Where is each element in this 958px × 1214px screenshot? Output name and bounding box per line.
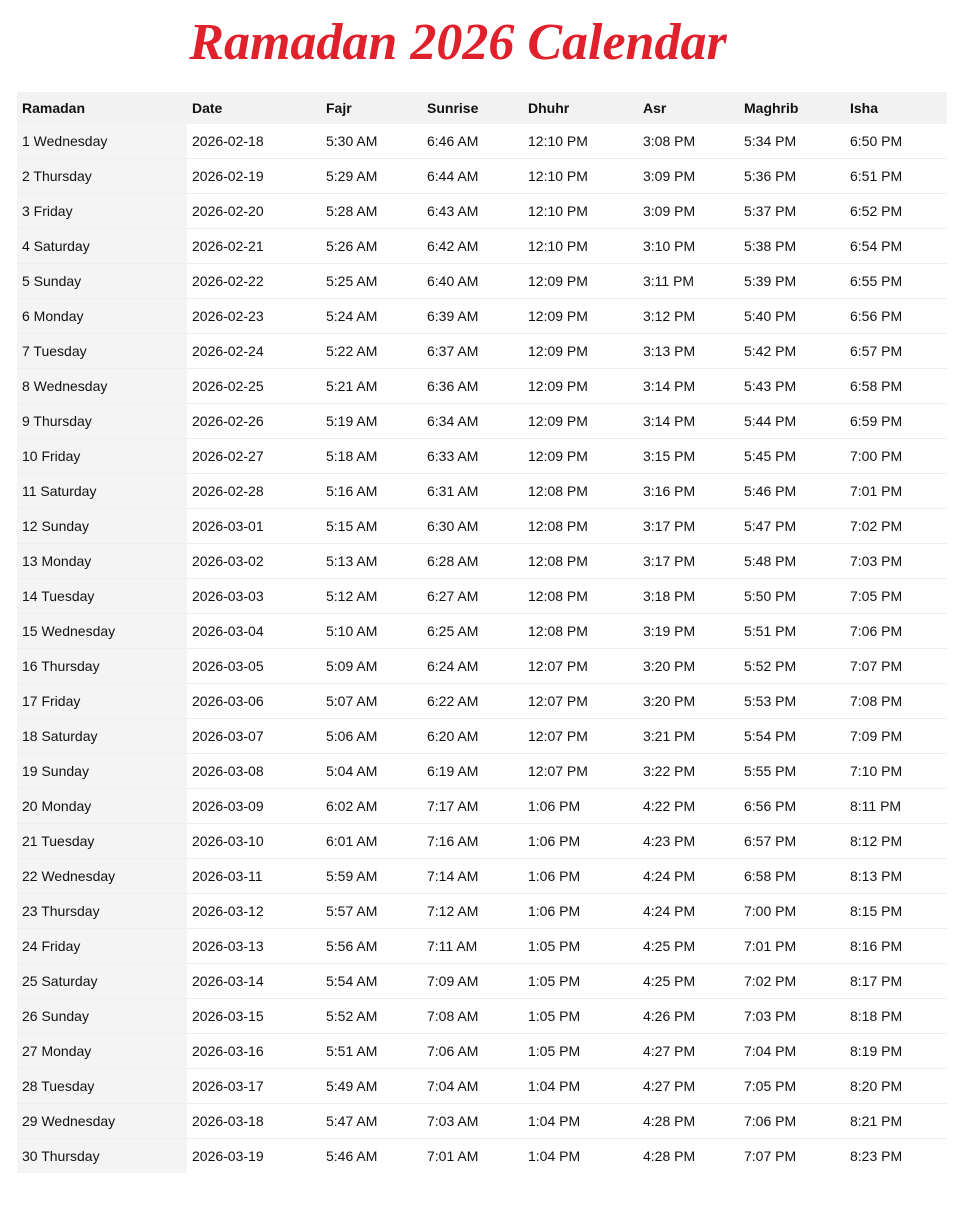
asr-cell: 4:28 PM [638,1104,739,1139]
dhuhr-cell: 12:09 PM [523,264,638,299]
dhuhr-cell: 12:10 PM [528,133,588,149]
dhuhr-cell: 1:04 PM [523,1139,638,1174]
header-row [17,92,947,124]
maghrib-cell: 7:05 PM [739,1069,845,1104]
header-date: Date [187,92,321,124]
fajr-cell: 5:26 AM [321,229,422,264]
sunrise-cell: 6:44 AM [422,159,523,194]
asr-cell: 4:27 PM [638,1069,739,1104]
isha-cell: 8:18 PM [845,999,947,1034]
table-header [17,92,947,124]
day-cell: 13 Monday [17,544,187,579]
day-cell: 26 Sunday [17,999,187,1034]
date-cell: 2026-03-03 [187,579,321,614]
day-cell: 20 Monday [17,789,187,824]
sunrise-cell: 6:22 AM [422,684,523,719]
day-cell: 19 Sunday [17,754,187,789]
date-cell: 2026-02-21 [187,229,321,264]
isha-cell: 6:57 PM [845,334,947,369]
date-cell: 2026-03-01 [187,509,321,544]
isha-cell: 6:58 PM [845,369,947,404]
date-cell: 2026-03-10 [187,824,321,859]
dhuhr-cell: 12:09 PM [523,334,638,369]
isha-cell: 7:00 PM [845,439,947,474]
day-cell: 15 Wednesday [17,614,187,649]
maghrib-cell: 5:36 PM [739,159,845,194]
dhuhr-cell: 12:08 PM [523,614,638,649]
isha-cell: 6:50 PM [850,133,903,149]
date-cell: 2026-02-22 [187,264,321,299]
maghrib-cell: 5:47 PM [739,509,845,544]
maghrib-cell: 7:01 PM [739,929,845,964]
maghrib-cell: 5:38 PM [739,229,845,264]
day-cell: 29 Wednesday [17,1104,187,1139]
fajr-cell: 5:12 AM [321,579,422,614]
table-row [17,754,947,789]
fajr-cell: 5:15 AM [321,509,422,544]
asr-cell: 3:17 PM [638,509,739,544]
fajr-cell: 5:19 AM [321,404,422,439]
sunrise-cell: 6:25 AM [422,614,523,649]
header-ramadan: Ramadan [17,92,187,124]
dhuhr-cell: 1:05 PM [523,929,638,964]
day-cell: 6 Monday [17,299,187,334]
maghrib-cell: 5:50 PM [739,579,845,614]
dhuhr-cell: 12:09 PM [523,404,638,439]
day-cell: 12 Sunday [17,509,187,544]
fajr-cell: 5:54 AM [321,964,422,999]
header-maghrib: Maghrib [739,92,845,124]
fajr-cell: 5:25 AM [321,264,422,299]
table-row [17,334,947,369]
fajr-cell: 5:56 AM [321,929,422,964]
sunrise-cell: 7:09 AM [422,964,523,999]
fajr-cell: 6:02 AM [321,789,422,824]
table-row [17,649,947,684]
isha-cell: 7:05 PM [845,579,947,614]
isha-cell: 6:59 PM [845,404,947,439]
maghrib-cell: 5:43 PM [739,369,845,404]
dhuhr-cell: 1:06 PM [523,824,638,859]
asr-cell: 3:09 PM [638,194,739,229]
asr-cell: 3:18 PM [638,579,739,614]
isha-cell: 8:19 PM [845,1034,947,1069]
day-cell: 1 Wednesday [17,124,187,159]
maghrib-cell: 7:06 PM [739,1104,845,1139]
table-row [17,1069,947,1104]
asr-cell: 3:20 PM [638,649,739,684]
isha-cell: 7:08 PM [845,684,947,719]
asr-cell: 3:13 PM [638,334,739,369]
date-cell: 2026-03-13 [187,929,321,964]
fajr-cell: 5:57 AM [321,894,422,929]
isha-cell: 7:03 PM [845,544,947,579]
table-row [17,789,947,824]
asr-cell: 4:28 PM [638,1139,739,1174]
fajr-cell: 5:09 AM [321,649,422,684]
day-cell: 22 Wednesday [17,859,187,894]
header-dhuhr: Dhuhr [523,92,638,124]
dhuhr-cell: 12:07 PM [523,684,638,719]
table-row [17,264,947,299]
header-isha: Isha [845,92,947,124]
maghrib-cell: 5:37 PM [739,194,845,229]
sunrise-cell: 7:16 AM [422,824,523,859]
date-cell: 2026-02-27 [187,439,321,474]
asr-cell: 3:09 PM [638,159,739,194]
sunrise-cell: 6:28 AM [422,544,523,579]
sunrise-cell: 6:19 AM [422,754,523,789]
maghrib-cell: 5:40 PM [739,299,845,334]
fajr-cell: 5:18 AM [321,439,422,474]
sunrise-cell: 6:46 AM [427,133,479,149]
table-row [17,614,947,649]
asr-cell: 4:25 PM [638,929,739,964]
date-cell: 2026-02-25 [187,369,321,404]
date-cell: 2026-03-18 [187,1104,321,1139]
isha-cell: 8:20 PM [845,1069,947,1104]
date-cell: 2026-03-19 [187,1139,321,1174]
fajr-cell: 5:04 AM [321,754,422,789]
asr-cell: 3:08 PM [643,133,696,149]
asr-cell: 3:19 PM [638,614,739,649]
dhuhr-cell: 12:07 PM [523,754,638,789]
date-cell: 2026-03-05 [187,649,321,684]
date-cell: 2026-02-20 [187,194,321,229]
date-cell: 2026-03-09 [187,789,321,824]
maghrib-cell: 6:57 PM [739,824,845,859]
day-cell: 14 Tuesday [17,579,187,614]
fajr-cell: 6:01 AM [321,824,422,859]
date-cell: 2026-03-11 [187,859,321,894]
sunrise-cell: 7:04 AM [422,1069,523,1104]
header-asr: Asr [638,92,739,124]
dhuhr-cell: 1:06 PM [523,894,638,929]
day-cell: 18 Saturday [17,719,187,754]
fajr-cell: 5:59 AM [321,859,422,894]
maghrib-cell: 7:00 PM [739,894,845,929]
sunrise-cell: 6:34 AM [422,404,523,439]
header-sunrise: Sunrise [422,92,523,124]
maghrib-cell: 6:56 PM [739,789,845,824]
dhuhr-cell: 12:08 PM [523,474,638,509]
day-cell: 3 Friday [17,194,187,229]
maghrib-cell: 5:54 PM [739,719,845,754]
day-cell: 2 Thursday [17,159,187,194]
maghrib-cell: 5:55 PM [739,754,845,789]
fajr-cell: 5:29 AM [321,159,422,194]
day-cell: 25 Saturday [17,964,187,999]
date-cell: 2026-03-04 [187,614,321,649]
fajr-cell: 5:28 AM [321,194,422,229]
asr-cell: 4:24 PM [638,859,739,894]
maghrib-cell: 7:04 PM [739,1034,845,1069]
asr-cell: 3:21 PM [638,719,739,754]
sunrise-cell: 6:43 AM [422,194,523,229]
asr-cell: 4:27 PM [638,1034,739,1069]
dhuhr-cell: 12:08 PM [523,544,638,579]
sunrise-cell: 7:01 AM [422,1139,523,1174]
table-row [17,1034,947,1069]
dhuhr-cell: 12:10 PM [523,159,638,194]
isha-cell: 7:10 PM [845,754,947,789]
table-row [17,859,947,894]
fajr-cell: 5:13 AM [321,544,422,579]
sunrise-cell: 7:06 AM [422,1034,523,1069]
day-cell: 30 Thursday [17,1139,187,1174]
isha-cell: 7:09 PM [845,719,947,754]
isha-cell: 7:01 PM [845,474,947,509]
table-row [17,1139,947,1174]
asr-cell: 3:17 PM [638,544,739,579]
dhuhr-cell: 1:05 PM [523,1034,638,1069]
sunrise-cell: 6:27 AM [422,579,523,614]
date-cell: 2026-02-19 [187,159,321,194]
table-row [17,929,947,964]
asr-cell: 4:23 PM [638,824,739,859]
maghrib-cell: 5:45 PM [739,439,845,474]
date-cell: 2026-03-02 [187,544,321,579]
date-cell: 2026-03-07 [187,719,321,754]
sunrise-cell: 6:24 AM [422,649,523,684]
table-row [17,544,947,579]
sunrise-cell: 6:36 AM [422,369,523,404]
dhuhr-cell: 1:06 PM [523,859,638,894]
fajr-cell: 5:30 AM [326,133,378,149]
sunrise-cell: 7:14 AM [422,859,523,894]
date-cell: 2026-02-18 [192,133,264,149]
fajr-cell: 5:07 AM [321,684,422,719]
date-cell: 2026-02-26 [187,404,321,439]
table-row [17,579,947,614]
dhuhr-cell: 12:10 PM [523,194,638,229]
fajr-cell: 5:24 AM [321,299,422,334]
maghrib-cell: 7:07 PM [739,1139,845,1174]
day-cell: 8 Wednesday [17,369,187,404]
date-cell: 2026-02-23 [187,299,321,334]
table-row [17,894,947,929]
fajr-cell: 5:46 AM [321,1139,422,1174]
header-fajr: Fajr [321,92,422,124]
table-row [17,719,947,754]
sunrise-cell: 6:33 AM [422,439,523,474]
sunrise-cell: 6:37 AM [422,334,523,369]
table-row [17,999,947,1034]
date-cell: 2026-03-17 [187,1069,321,1104]
date-cell: 2026-03-12 [187,894,321,929]
day-cell: 16 Thursday [17,649,187,684]
isha-cell: 6:54 PM [845,229,947,264]
table-row [17,439,947,474]
isha-cell: 8:12 PM [845,824,947,859]
isha-cell: 8:15 PM [845,894,947,929]
isha-cell: 7:02 PM [845,509,947,544]
dhuhr-cell: 12:08 PM [523,579,638,614]
table-row [17,194,947,229]
dhuhr-cell: 1:05 PM [523,999,638,1034]
sunrise-cell: 7:08 AM [422,999,523,1034]
fajr-cell: 5:22 AM [321,334,422,369]
fajr-cell: 5:47 AM [321,1104,422,1139]
maghrib-cell: 5:46 PM [739,474,845,509]
isha-cell: 6:55 PM [845,264,947,299]
table-row [17,474,947,509]
isha-cell: 8:23 PM [845,1139,947,1174]
sunrise-cell: 7:17 AM [422,789,523,824]
dhuhr-cell: 12:09 PM [523,299,638,334]
asr-cell: 3:20 PM [638,684,739,719]
fajr-cell: 5:06 AM [321,719,422,754]
maghrib-cell: 5:34 PM [744,133,797,149]
isha-cell: 7:07 PM [845,649,947,684]
sunrise-cell: 7:03 AM [422,1104,523,1139]
asr-cell: 3:10 PM [638,229,739,264]
fajr-cell: 5:49 AM [321,1069,422,1104]
day-cell: 24 Friday [17,929,187,964]
maghrib-cell: 5:48 PM [739,544,845,579]
dhuhr-cell: 12:10 PM [523,229,638,264]
table-row [17,824,947,859]
maghrib-cell: 5:52 PM [739,649,845,684]
asr-cell: 3:11 PM [638,264,739,299]
date-cell: 2026-03-16 [187,1034,321,1069]
fajr-cell: 5:10 AM [321,614,422,649]
sunrise-cell: 6:42 AM [422,229,523,264]
table-row [17,159,947,194]
table-row [17,124,947,159]
sunrise-cell: 6:39 AM [422,299,523,334]
maghrib-cell: 5:53 PM [739,684,845,719]
maghrib-cell: 5:42 PM [739,334,845,369]
asr-cell: 3:14 PM [638,404,739,439]
day-cell: 4 Saturday [17,229,187,264]
date-cell: 2026-03-15 [187,999,321,1034]
sunrise-cell: 6:40 AM [422,264,523,299]
dhuhr-cell: 1:05 PM [523,964,638,999]
asr-cell: 4:26 PM [638,999,739,1034]
isha-cell: 8:16 PM [845,929,947,964]
asr-cell: 3:12 PM [638,299,739,334]
maghrib-cell: 5:51 PM [739,614,845,649]
dhuhr-cell: 12:07 PM [523,719,638,754]
isha-cell: 7:06 PM [845,614,947,649]
table-row [17,509,947,544]
dhuhr-cell: 1:06 PM [523,789,638,824]
day-cell: 10 Friday [17,439,187,474]
isha-cell: 8:11 PM [845,789,947,824]
isha-cell: 8:17 PM [845,964,947,999]
dhuhr-cell: 12:09 PM [523,439,638,474]
maghrib-cell: 6:58 PM [739,859,845,894]
date-cell: 2026-02-24 [187,334,321,369]
table-row [17,229,947,264]
dhuhr-cell: 12:08 PM [523,509,638,544]
dhuhr-cell: 12:07 PM [523,649,638,684]
asr-cell: 4:22 PM [638,789,739,824]
day-cell: 7 Tuesday [17,334,187,369]
page-title: Ramadan 2026 Calendar [189,14,727,71]
table-row [17,964,947,999]
sunrise-cell: 6:30 AM [422,509,523,544]
isha-cell: 6:51 PM [845,159,947,194]
date-cell: 2026-03-14 [187,964,321,999]
maghrib-cell: 5:39 PM [739,264,845,299]
dhuhr-cell: 1:04 PM [523,1104,638,1139]
sunrise-cell: 7:12 AM [422,894,523,929]
fajr-cell: 5:52 AM [321,999,422,1034]
date-cell: 2026-03-08 [187,754,321,789]
asr-cell: 3:22 PM [638,754,739,789]
sunrise-cell: 6:31 AM [422,474,523,509]
day-cell: 21 Tuesday [17,824,187,859]
asr-cell: 3:15 PM [638,439,739,474]
day-cell: 23 Thursday [17,894,187,929]
asr-cell: 4:24 PM [638,894,739,929]
sunrise-cell: 6:20 AM [422,719,523,754]
date-cell: 2026-02-28 [187,474,321,509]
isha-cell: 8:21 PM [845,1104,947,1139]
day-cell: 28 Tuesday [17,1069,187,1104]
table-row [17,369,947,404]
isha-cell: 6:52 PM [845,194,947,229]
day-cell: 9 Thursday [17,404,187,439]
fajr-cell: 5:51 AM [321,1034,422,1069]
ramadan-calendar-table [17,92,947,1173]
fajr-cell: 5:16 AM [321,474,422,509]
date-cell: 2026-03-06 [187,684,321,719]
day-cell: 5 Sunday [17,264,187,299]
fajr-cell: 5:21 AM [321,369,422,404]
isha-cell: 6:56 PM [845,299,947,334]
table-row [17,1104,947,1139]
dhuhr-cell: 1:04 PM [523,1069,638,1104]
maghrib-cell: 7:02 PM [739,964,845,999]
day-cell: 17 Friday [17,684,187,719]
asr-cell: 4:25 PM [638,964,739,999]
sunrise-cell: 7:11 AM [422,929,523,964]
table-row [17,404,947,439]
table-row [17,684,947,719]
asr-cell: 3:16 PM [638,474,739,509]
table-row [17,299,947,334]
isha-cell: 8:13 PM [845,859,947,894]
table-body [17,124,947,1173]
maghrib-cell: 5:44 PM [739,404,845,439]
dhuhr-cell: 12:09 PM [523,369,638,404]
day-cell: 27 Monday [17,1034,187,1069]
maghrib-cell: 7:03 PM [739,999,845,1034]
day-cell: 11 Saturday [17,474,187,509]
asr-cell: 3:14 PM [638,369,739,404]
